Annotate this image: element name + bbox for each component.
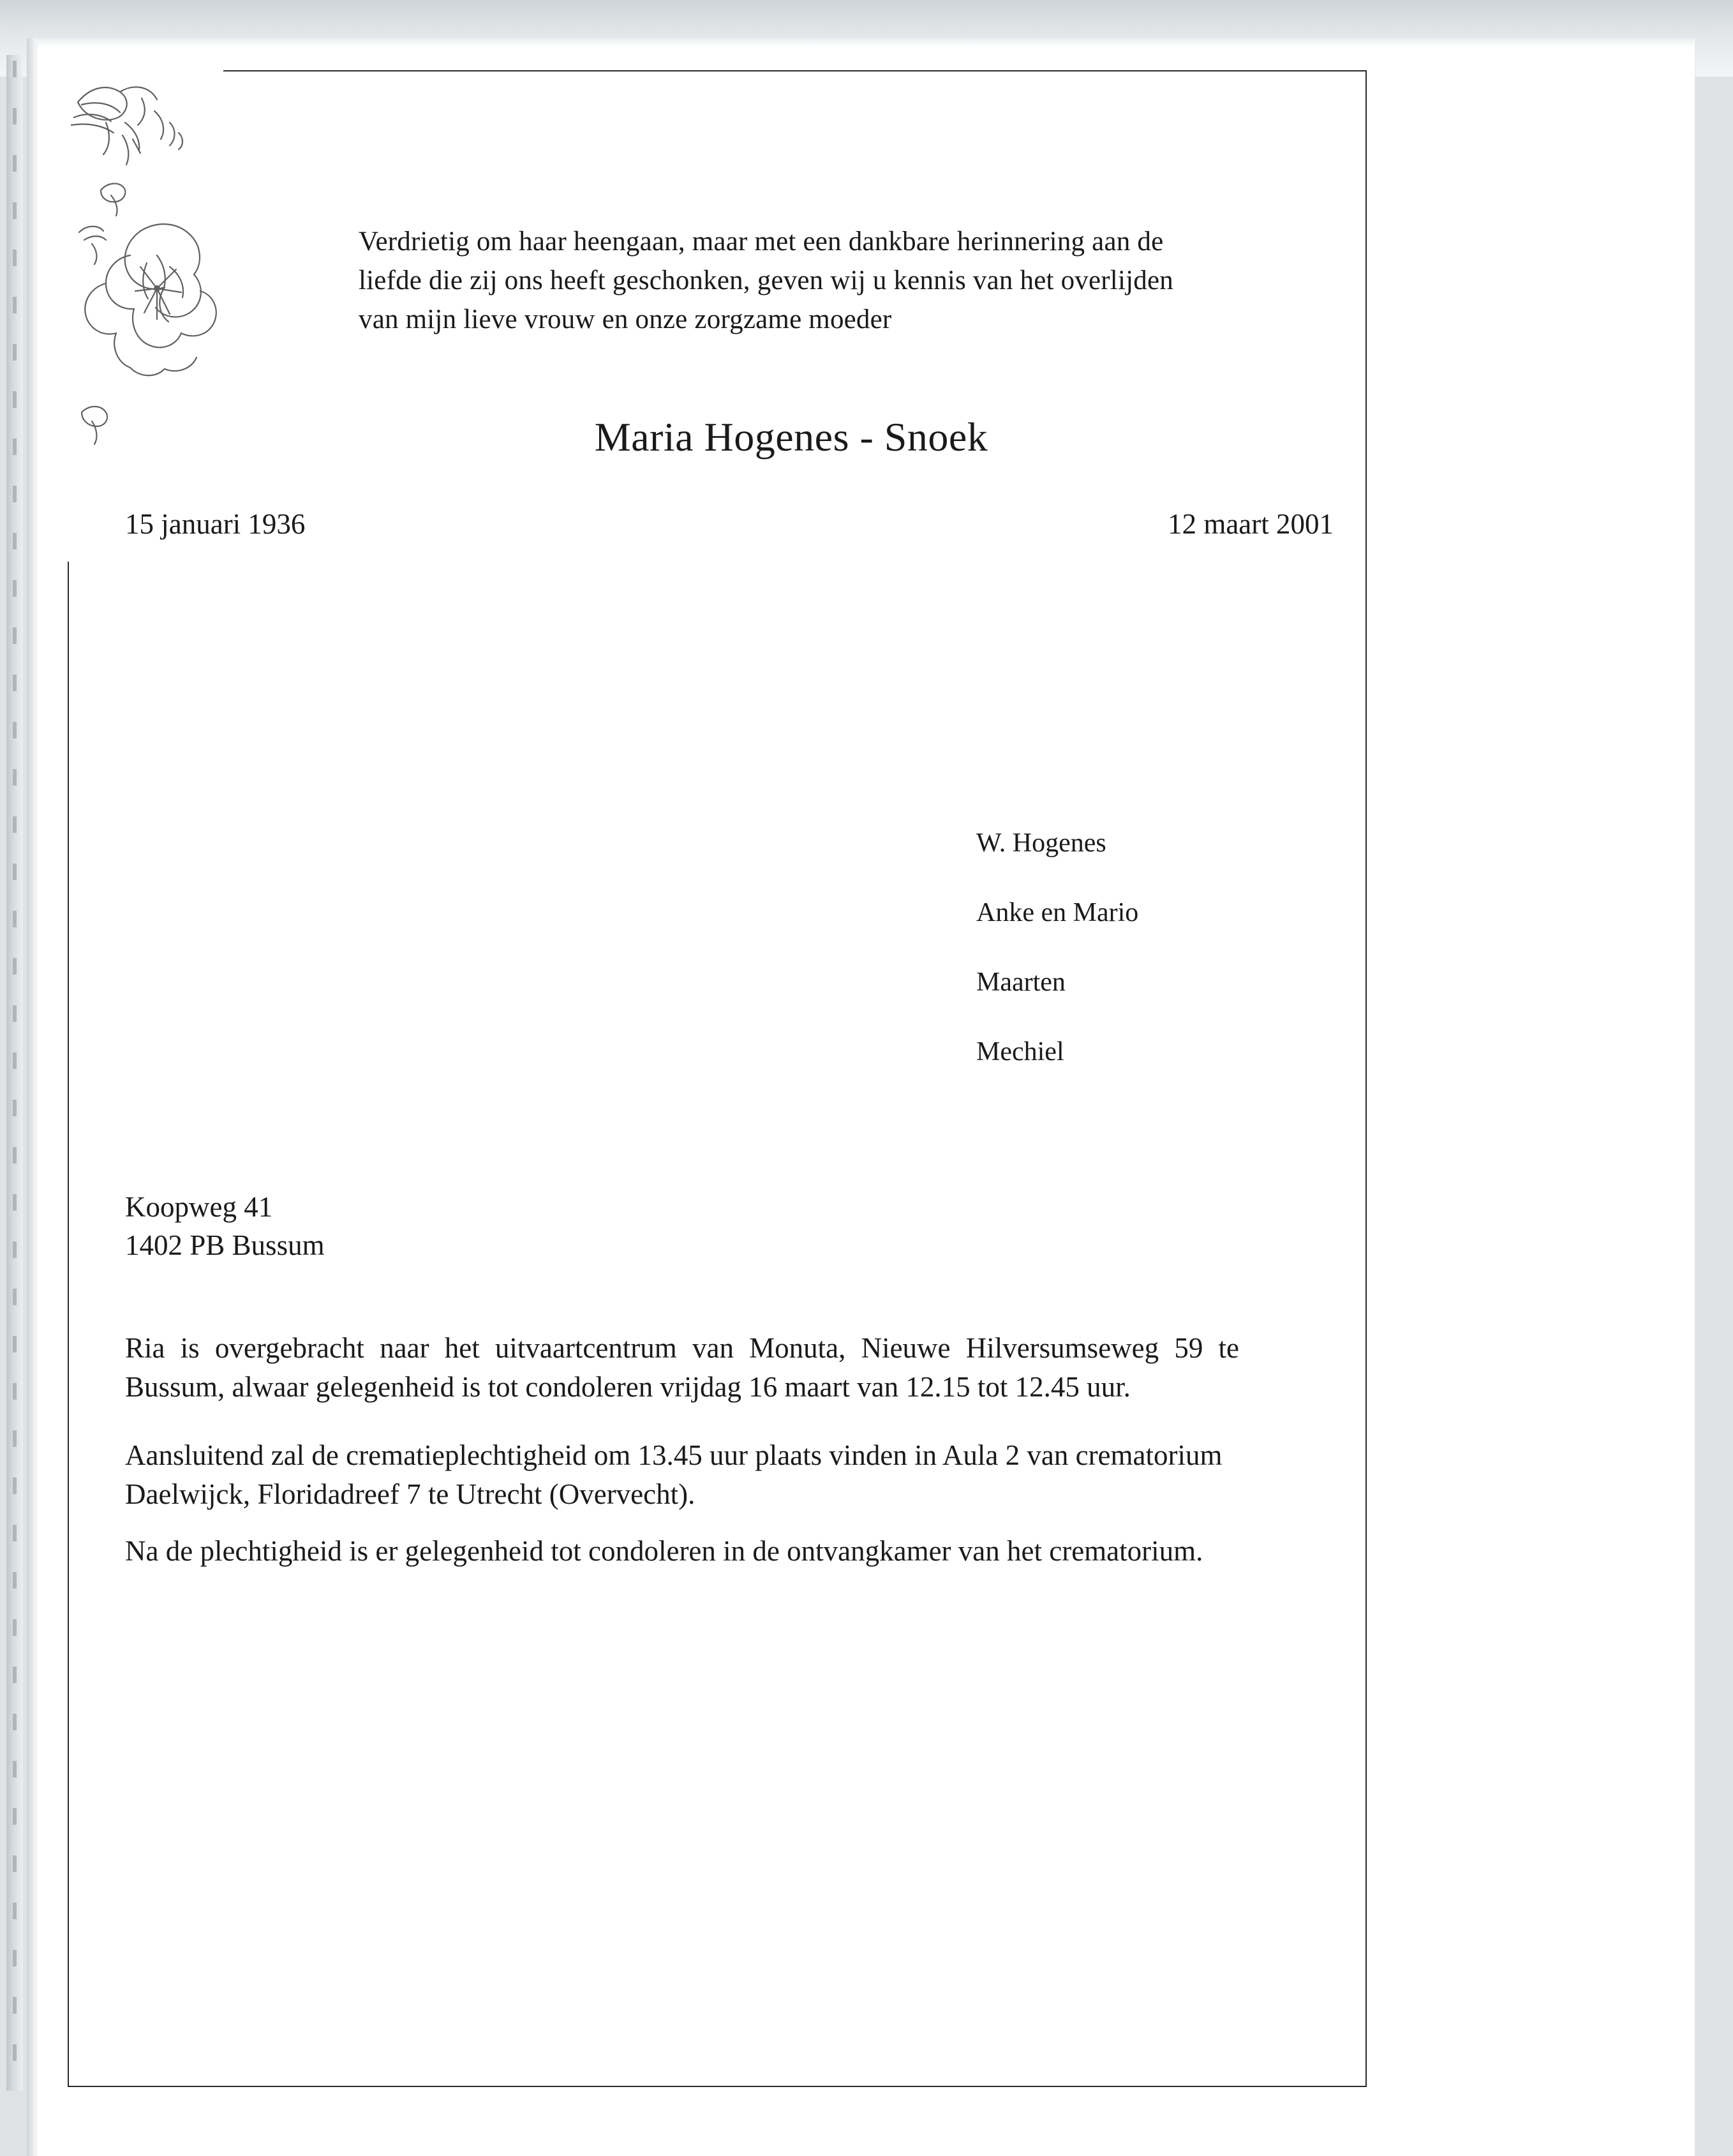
paragraph-after-ceremony: Na de plechtigheid is er gelegenheid tot condoleren in de ontvangkamer van het crematorium. (125, 1535, 1203, 1567)
intro-text: Verdrietig om haar heengaan, maar met een dankbare herinnering aan de liefde die zij ons heeft geschonken, geven wij u kennis van het overlijden van mijn lieve vrouw en onze zorgzame moeder (359, 227, 1173, 335)
death-date: 12 maart 2001 (1168, 508, 1334, 540)
deceased-name: Maria Hogenes - Snoek (594, 414, 988, 460)
family-name-item: Mechiel (976, 1037, 1064, 1067)
family-names-list (976, 830, 1423, 1108)
paper-top-shade (37, 38, 1695, 47)
card-border-top (223, 70, 1365, 71)
family-name-item: Maarten (976, 968, 1066, 997)
family-name-item: W. Hogenes (976, 828, 1106, 858)
birth-date: 15 januari 1936 (125, 508, 306, 540)
flower-illustration-icon (45, 64, 319, 523)
paragraph-cremation-details: Aansluitend zal de crematieplechtigheid om 13.45 uur plaats vinden in Aula 2 van crematorium Daelwijck, Floridadreef 7 te Utrecht (Overvecht). (125, 1439, 1223, 1510)
address-block (125, 1188, 325, 1265)
family-name-item: Anke en Mario (976, 898, 1139, 927)
card-border-left (68, 562, 69, 2087)
scanner-edge-dashes (13, 61, 17, 2084)
address-street: Koopweg 41 (125, 1191, 273, 1223)
paragraph-condolence-location: Ria is overgebracht naar het uitvaartcentrum van Monuta, Nieuwe Hilversumseweg 59 te Bussum, alwaar gelegenheid is tot condoleren vrijdag 16 maart van 12.15 tot 12.45 uur. (125, 1332, 1239, 1403)
address-city: 1402 PB Bussum (125, 1229, 325, 1261)
